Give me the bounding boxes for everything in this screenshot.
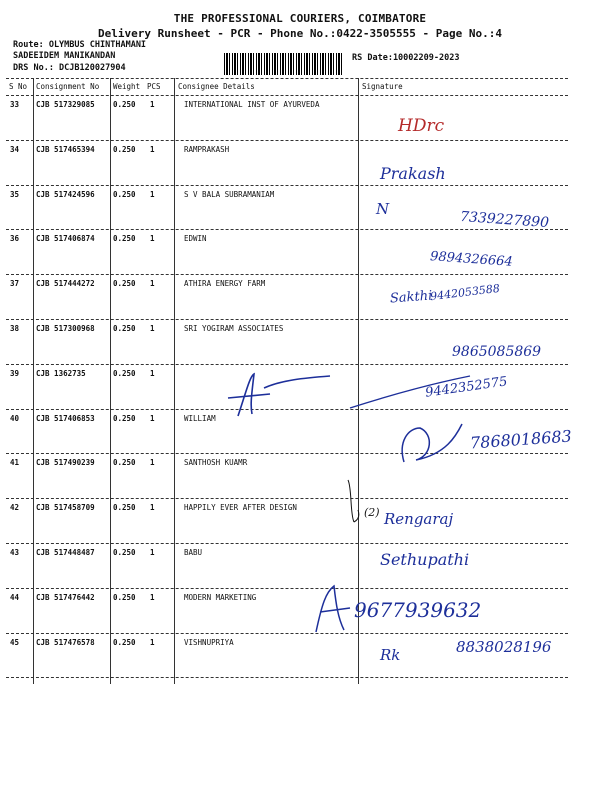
runsheet-title: Delivery Runsheet - PCR - Phone No.:0422-3505555 - Page No.:4 bbox=[98, 27, 502, 40]
phone-45: 8838028196 bbox=[456, 638, 552, 656]
row-pcs: 1 bbox=[150, 368, 155, 378]
signature-34: Prakash bbox=[380, 164, 446, 183]
company-title: THE PROFESSIONAL COURIERS, COIMBATORE bbox=[173, 12, 427, 25]
row-pcs: 1 bbox=[150, 637, 155, 647]
phone-36: 9894326664 bbox=[429, 249, 514, 270]
col-signature: Signature bbox=[362, 82, 403, 91]
row-weight: 0.250 bbox=[113, 189, 136, 199]
row-weight: 0.250 bbox=[113, 637, 136, 647]
row-sno: 39 bbox=[10, 368, 20, 378]
row-weight: 0.250 bbox=[113, 100, 136, 109]
row-pcs: 1 bbox=[150, 458, 155, 468]
signature-33: HDrc bbox=[398, 116, 445, 136]
row-consignee: EDWIN bbox=[184, 234, 207, 244]
row-sno: 42 bbox=[10, 503, 20, 513]
row-weight: 0.250 bbox=[113, 503, 136, 513]
row-consignment: CJB 517476442 bbox=[36, 592, 95, 602]
bracket-note: (2) bbox=[364, 506, 380, 519]
row-weight: 0.250 bbox=[113, 368, 136, 378]
row-weight: 0.250 bbox=[113, 324, 136, 333]
col-consignment: Consignment No bbox=[36, 82, 100, 91]
row-sno: 43 bbox=[10, 548, 20, 557]
row-sno: 37 bbox=[10, 279, 20, 289]
row-consignment: CJB 517406874 bbox=[36, 234, 95, 244]
col-weight: Weight bbox=[113, 82, 141, 91]
row-consignment: CJB 517448487 bbox=[36, 548, 95, 557]
row-consignee: HAPPILY EVER AFTER DESIGN bbox=[184, 503, 297, 513]
row-pcs: 1 bbox=[150, 234, 155, 244]
phone-35: 7339227890 bbox=[459, 208, 550, 232]
row-sno: 35 bbox=[10, 189, 20, 199]
row-sno: 45 bbox=[10, 637, 20, 647]
row-pcs: 1 bbox=[150, 413, 155, 423]
rs-date: RS Date:10002209-2023 bbox=[352, 53, 460, 63]
row-sno: 34 bbox=[10, 144, 20, 154]
phone-40: 7868018683 bbox=[469, 426, 573, 453]
signature-35: N bbox=[376, 200, 390, 218]
row-pcs: 1 bbox=[150, 100, 155, 109]
row-consignee: VISHNUPRIYA bbox=[184, 637, 234, 647]
row-sno: 44 bbox=[10, 592, 20, 602]
col-pcs: PCS bbox=[147, 82, 161, 91]
row-weight: 0.250 bbox=[113, 279, 136, 289]
row-consignee: MODERN MARKETING bbox=[184, 592, 257, 602]
row-consignment: CJB 517458709 bbox=[36, 503, 95, 513]
row-pcs: 1 bbox=[150, 548, 155, 557]
row-consignee: BABU bbox=[184, 548, 203, 557]
phone-38: 9865085869 bbox=[452, 344, 542, 360]
row-consignee: ATHIRA ENERGY FARM bbox=[184, 279, 266, 289]
row-consignment: CJB 517329085 bbox=[36, 100, 95, 109]
col-consignee: Consignee Details bbox=[178, 82, 255, 91]
route-label: Route: OLYMBUS CHINTHAMANI bbox=[13, 40, 147, 50]
signature-43: Sethupathi bbox=[380, 550, 470, 569]
row-consignment: CJB 517465394 bbox=[36, 144, 95, 154]
row-weight: 0.250 bbox=[113, 234, 136, 244]
row-weight: 0.250 bbox=[113, 144, 136, 154]
col-sno: S No bbox=[9, 82, 28, 91]
row-pcs: 1 bbox=[150, 592, 155, 602]
row-sno: 36 bbox=[10, 234, 20, 244]
phone-44: 9677939632 bbox=[354, 598, 482, 622]
row-consignment: CJB 517406853 bbox=[36, 413, 95, 423]
row-consignee: INTERNATIONAL INST OF AYURVEDA bbox=[184, 100, 320, 109]
row-consignment: CJB 517424596 bbox=[36, 189, 95, 199]
row-pcs: 1 bbox=[150, 144, 155, 154]
row-consignee: SRI YOGIRAM ASSOCIATES bbox=[184, 324, 284, 333]
signature-37: Sakthi bbox=[389, 288, 433, 307]
row-consignment: CJB 517490239 bbox=[36, 458, 95, 468]
row-sno: 38 bbox=[10, 324, 20, 333]
row-weight: 0.250 bbox=[113, 592, 136, 602]
row-consignment: CJB 1362735 bbox=[36, 368, 86, 378]
row-consignee: SANTHOSH KUAMR bbox=[184, 458, 248, 468]
row-consignee: RAMPRAKASH bbox=[184, 144, 230, 154]
signature-45: Rk bbox=[380, 646, 401, 664]
row-consignment: CJB 517300968 bbox=[36, 324, 95, 333]
row-pcs: 1 bbox=[150, 503, 155, 513]
row-sno: 41 bbox=[10, 458, 20, 468]
row-weight: 0.250 bbox=[113, 548, 136, 557]
row-sno: 33 bbox=[10, 100, 20, 109]
row-weight: 0.250 bbox=[113, 458, 136, 468]
row-pcs: 1 bbox=[150, 279, 155, 289]
phone-39: 9442352575 bbox=[424, 374, 509, 401]
phone-37: 9442053588 bbox=[429, 281, 501, 304]
row-sno: 40 bbox=[10, 413, 20, 423]
drs-number: DRS No.: DCJB120027904 bbox=[13, 63, 126, 73]
row-consignee: WILLIAM bbox=[184, 413, 216, 423]
staff-name: SADEEIDEM MANIKANDAN bbox=[13, 51, 116, 61]
row-weight: 0.250 bbox=[113, 413, 136, 423]
row-pcs: 1 bbox=[150, 324, 155, 333]
row-consignment: CJB 517476578 bbox=[36, 637, 95, 647]
row-consignee: S V BALA SUBRAMANIAM bbox=[184, 189, 275, 199]
signature-42: Rengaraj bbox=[384, 510, 454, 528]
row-pcs: 1 bbox=[150, 189, 155, 199]
row-consignment: CJB 517444272 bbox=[36, 279, 95, 289]
